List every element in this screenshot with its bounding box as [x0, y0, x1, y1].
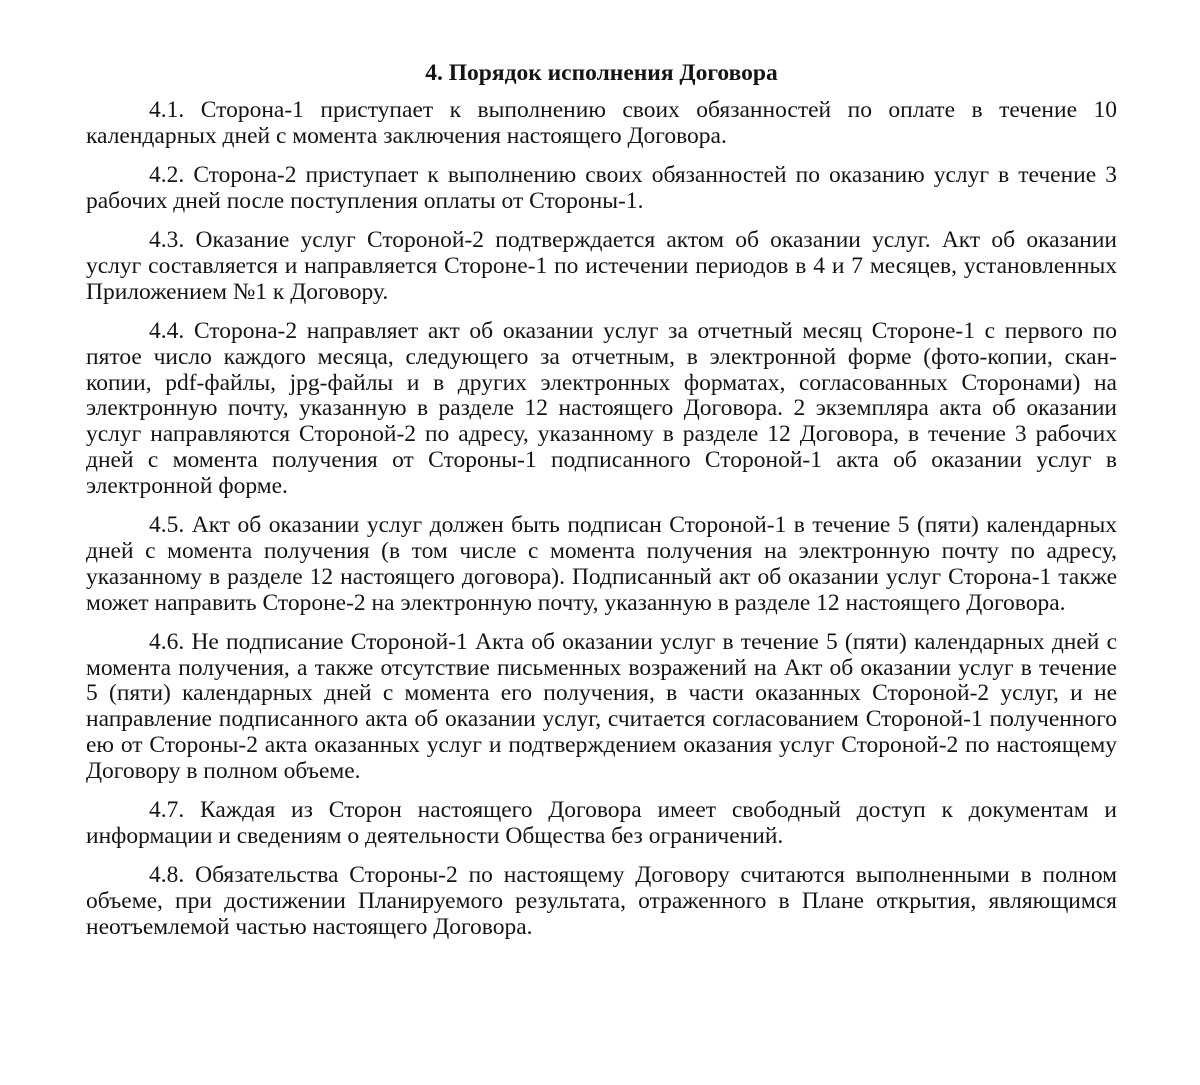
- clause-text: Сторона-2 приступает к выполнению своих обязанностей по оказанию услуг в течение 3 рабочих дней после поступления оплаты от Стороны-1.: [86, 162, 1117, 214]
- clause-text: Не подписание Стороной-1 Акта об оказании услуг в течение 5 (пяти) календарных дней с момента получения, а также отсутствие письменных возражений на Акт об оказании услуг в течение 5 (пяти) календарных дней с момента его получения, в части оказанных Стороной-2 услуг, и не направление подписанного акта об оказании услуг, считается согласованием Стороной-1 полученного ею от Стороны-2 акта оказанных услуг и подтверждением оказания услуг Стороной-2 по настоящему Договору в полном объеме.: [86, 628, 1118, 784]
- clause-text: Обязательства Стороны-2 по настоящему Договору считаются выполненными в полном объеме, при достижении Планируемого результата, отраженного в Плане открытия, являющимся неотъемлемой частью настоящего Договора.: [86, 862, 1118, 940]
- clause-number: 4.1.: [149, 97, 185, 123]
- clause-4-7: [86, 798, 1117, 850]
- clause-4-4: [86, 319, 1117, 500]
- clause-number: 4.7.: [149, 797, 185, 824]
- clause-number: 4.5.: [149, 512, 185, 539]
- document-page: [86, 58, 1117, 941]
- clause-text: Сторона-1 приступает к выполнению своих обязанностей по оплате в течение 10 календарных дней с момента заключения настоящего Договора.: [86, 97, 1117, 149]
- clause-4-1: [86, 98, 1117, 150]
- clause-number: 4.2.: [149, 162, 185, 189]
- clause-number: 4.6.: [149, 628, 185, 655]
- section-title: 4. Порядок исполнения Договора: [425, 60, 778, 86]
- clause-text: Оказание услуг Стороной-2 подтверждается актом об оказании услуг. Акт об оказании услуг составляется и направляется Стороне-1 по истечении периодов в 4 и 7 месяцев, установленных Приложением №1 к Договору.: [86, 227, 1118, 305]
- clause-4-8: [86, 863, 1117, 940]
- clause-text: Акт об оказании услуг должен быть подписан Стороной-1 в течение 5 (пяти) календарных дней с момента получения (в том числе с момента получения на электронную почту по адресу, указанному в разделе 12 настоящего договора). Подписанный акт об оказании услуг Сторона-1 также может направить Стороне-2 на электронную почту, указанную в разделе 12 настоящего Договора.: [86, 512, 1118, 616]
- clause-4-5: [86, 513, 1117, 616]
- clause-number: 4.3.: [149, 227, 185, 254]
- clause-number: 4.8.: [149, 862, 185, 889]
- clause-text: Каждая из Сторон настоящего Договора имеет свободный доступ к документам и информации и сведениям о деятельности Общества без ограничений.: [86, 797, 1118, 849]
- clause-number: 4.4.: [149, 318, 185, 345]
- clause-4-2: [86, 163, 1117, 215]
- clause-text: Сторона-2 направляет акт об оказании услуг за отчетный месяц Стороне-1 с первого по пятое число каждого месяца, следующего за отчетным, в электронной форме (фото-копии, скан-копии, pdf-файлы, jpg-файлы и в других электронных форматах, согласованных Сторонами) на электронную почту, указанную в разделе 12 настоящего Договора. 2 экземпляра акта об оказании услуг направляются Стороной-2 по адресу, указанному в разделе 12 Договора, в течение 3 рабочих дней с момента получения от Стороны-1 подписанного Стороной-1 акта об оказании услуг в электронной форме.: [86, 318, 1118, 499]
- clause-4-3: [86, 228, 1117, 305]
- clause-4-6: [86, 630, 1117, 785]
